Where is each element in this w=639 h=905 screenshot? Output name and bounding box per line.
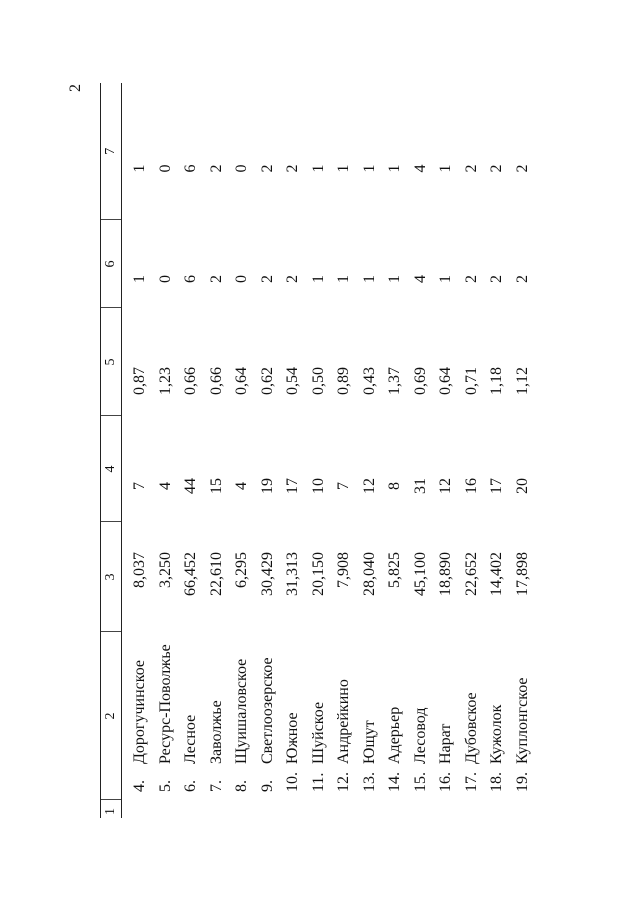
data-table-container (100, 83, 570, 818)
cell-col-3: 45,100 (411, 552, 429, 596)
cell-col-4: 4 (156, 482, 174, 490)
cell-col-6: 2 (284, 275, 302, 283)
row-name-cell (434, 632, 460, 800)
table-row (459, 83, 485, 818)
row-name: Дорогучинское (130, 659, 148, 764)
cell-col-7: 2 (284, 164, 302, 173)
row-name-cell (459, 632, 485, 800)
cell-col-5: 1,37 (386, 367, 404, 395)
row-name: Андрейкино (335, 679, 353, 764)
row-index-cell (255, 800, 281, 818)
cell-col-6: 1 (130, 275, 148, 283)
cell-col-7: 2 (258, 164, 276, 173)
cell-col-6: 0 (156, 275, 174, 283)
row-name-cell (357, 632, 383, 800)
cell-col-3: 31,313 (284, 552, 302, 596)
row-name-cell (281, 632, 307, 800)
table-header (101, 83, 122, 818)
cell-col-3: 66,452 (182, 552, 200, 596)
cell-col-4: 17 (488, 478, 506, 494)
table-row (281, 83, 307, 818)
cell-col-6: 1 (309, 275, 327, 283)
row-name: Ресурс-Поволжье (156, 644, 174, 764)
cell-col-5: 0,66 (207, 367, 225, 395)
cell-col-5: 0,69 (411, 367, 429, 395)
row-index-cell (459, 800, 485, 818)
cell-col-3: 22,610 (207, 552, 225, 596)
row-name: Щуишаловское (233, 658, 251, 764)
cell-col-4: 7 (335, 482, 353, 490)
row-index-cell (230, 800, 256, 818)
row-name-cell (408, 632, 434, 800)
table-row (434, 83, 460, 818)
cell-col-7: 1 (360, 164, 378, 173)
row-name: Адерьер (386, 706, 404, 764)
row-name: Заволжье (207, 700, 225, 764)
cell-col-7: 0 (233, 164, 251, 173)
cell-col-6: 2 (488, 275, 506, 283)
row-number: 11. (309, 772, 327, 792)
header-col-3: 3 (101, 522, 122, 632)
row-index-cell (332, 800, 358, 818)
cell-col-5: 0,66 (182, 367, 200, 395)
row-name: Кужолок (488, 704, 506, 764)
cell-col-7: 2 (462, 164, 480, 173)
row-name-cell (510, 632, 536, 800)
cell-col-5: 0,64 (437, 367, 455, 395)
row-name: Светлоозерское (258, 657, 276, 764)
cell-col-6: 2 (207, 275, 225, 283)
row-number: 16. (437, 772, 455, 792)
row-number: 5. (156, 780, 174, 792)
cell-col-6: 4 (411, 275, 429, 283)
cell-col-3: 18,890 (437, 552, 455, 596)
table-row (204, 83, 230, 818)
cell-col-5: 0,89 (335, 367, 353, 395)
cell-col-7: 1 (386, 164, 404, 173)
cell-col-6: 1 (437, 275, 455, 283)
row-name-cell (332, 632, 358, 800)
row-name: Куплонгское (513, 677, 531, 764)
cell-col-4: 15 (207, 478, 225, 494)
cell-col-6: 0 (233, 275, 251, 283)
row-index-cell (510, 800, 536, 818)
table-row (230, 83, 256, 818)
table-row (383, 83, 409, 818)
cell-col-4: 10 (309, 478, 327, 494)
cell-col-7: 6 (182, 164, 200, 173)
cell-col-4: 7 (130, 482, 148, 490)
cell-col-3: 7,908 (335, 552, 353, 588)
row-number: 12. (335, 772, 353, 792)
cell-col-7: 2 (207, 164, 225, 173)
header-col-5: 5 (101, 308, 122, 416)
row-number: 17. (462, 772, 480, 792)
row-name: Шуйское (309, 701, 327, 764)
row-name: Южное (284, 712, 302, 764)
cell-col-7: 2 (513, 164, 531, 173)
cell-col-4: 20 (513, 478, 531, 494)
row-index-cell (179, 800, 205, 818)
cell-col-5: 0,62 (258, 367, 276, 395)
header-col-6: 6 (101, 220, 122, 308)
row-index-cell (281, 800, 307, 818)
row-name-cell (153, 632, 179, 800)
header-col-4: 4 (101, 416, 122, 522)
row-number: 13. (360, 772, 378, 792)
cell-col-6: 1 (386, 275, 404, 283)
cell-col-4: 12 (360, 478, 378, 494)
row-number: 8. (233, 780, 251, 792)
row-name-cell (485, 632, 511, 800)
row-number: 18. (488, 772, 506, 792)
data-table (100, 83, 536, 818)
header-col-2: 2 (101, 632, 122, 800)
cell-col-5: 0,50 (309, 367, 327, 395)
row-number: 19. (513, 772, 531, 792)
table-row (122, 83, 154, 818)
cell-col-5: 0,64 (233, 367, 251, 395)
row-number: 4. (130, 780, 148, 792)
row-index-cell (306, 800, 332, 818)
cell-col-6: 6 (182, 275, 200, 283)
table-row (179, 83, 205, 818)
cell-col-5: 1,23 (156, 367, 174, 395)
table-row (408, 83, 434, 818)
cell-col-7: 1 (437, 164, 455, 173)
table-row (153, 83, 179, 818)
cell-col-6: 2 (462, 275, 480, 283)
row-name-cell (230, 632, 256, 800)
row-number: 14. (386, 772, 404, 792)
row-index-cell (485, 800, 511, 818)
header-col-1: 1 (101, 800, 122, 818)
row-name-cell (255, 632, 281, 800)
table-body (122, 83, 536, 818)
page-number: 2 (67, 84, 84, 92)
cell-col-4: 19 (258, 478, 276, 494)
row-name: Дубовское (462, 692, 480, 764)
cell-col-6: 1 (335, 275, 353, 283)
row-index-cell (153, 800, 179, 818)
cell-col-7: 1 (130, 164, 148, 173)
cell-col-3: 8,037 (130, 552, 148, 588)
cell-col-4: 17 (284, 478, 302, 494)
cell-col-3: 30,429 (258, 552, 276, 596)
cell-col-3: 5,825 (386, 552, 404, 588)
cell-col-4: 44 (182, 478, 200, 494)
table-row (306, 83, 332, 818)
cell-col-7: 1 (335, 164, 353, 173)
cell-col-5: 0,87 (130, 367, 148, 395)
cell-col-4: 4 (233, 482, 251, 490)
cell-col-5: 0,71 (462, 367, 480, 395)
cell-col-7: 4 (411, 164, 429, 173)
row-number: 6. (182, 780, 200, 792)
cell-col-5: 1,12 (513, 367, 531, 395)
cell-col-3: 22,652 (462, 552, 480, 596)
row-name-cell (204, 632, 230, 800)
cell-col-5: 0,54 (284, 367, 302, 395)
table-row (332, 83, 358, 818)
cell-col-7: 0 (156, 164, 174, 173)
row-index-cell (204, 800, 230, 818)
cell-col-4: 8 (386, 482, 404, 490)
cell-col-3: 14,402 (488, 552, 506, 596)
row-index-cell (357, 800, 383, 818)
cell-col-6: 2 (258, 275, 276, 283)
header-row (101, 83, 122, 818)
table-row (510, 83, 536, 818)
cell-col-7: 1 (309, 164, 327, 173)
row-number: 10. (284, 772, 302, 792)
table-row (255, 83, 281, 818)
cell-col-3: 17,898 (513, 552, 531, 596)
row-index-cell (408, 800, 434, 818)
row-name: Лесное (182, 714, 200, 764)
table-row (357, 83, 383, 818)
row-name: Нарат (437, 723, 455, 764)
row-number: 15. (411, 772, 429, 792)
row-index-cell (122, 800, 154, 818)
row-name-cell (122, 632, 154, 800)
table-row (485, 83, 511, 818)
cell-col-5: 1,18 (488, 367, 506, 395)
row-index-cell (383, 800, 409, 818)
cell-col-4: 16 (462, 478, 480, 494)
row-name-cell (306, 632, 332, 800)
row-name: Лесовод (411, 707, 429, 764)
row-name-cell (179, 632, 205, 800)
cell-col-5: 0,43 (360, 367, 378, 395)
row-number: 9. (258, 780, 276, 792)
row-name-cell (383, 632, 409, 800)
row-name: Ющут (360, 720, 378, 764)
cell-col-7: 2 (488, 164, 506, 173)
cell-col-3: 20,150 (309, 552, 327, 596)
cell-col-3: 28,040 (360, 552, 378, 596)
header-col-7: 7 (101, 83, 122, 220)
cell-col-3: 6,295 (233, 552, 251, 588)
cell-col-3: 3,250 (156, 552, 174, 588)
cell-col-4: 31 (411, 478, 429, 494)
cell-col-6: 2 (513, 275, 531, 283)
cell-col-6: 1 (360, 275, 378, 283)
cell-col-4: 12 (437, 478, 455, 494)
row-number: 7. (207, 780, 225, 792)
row-index-cell (434, 800, 460, 818)
